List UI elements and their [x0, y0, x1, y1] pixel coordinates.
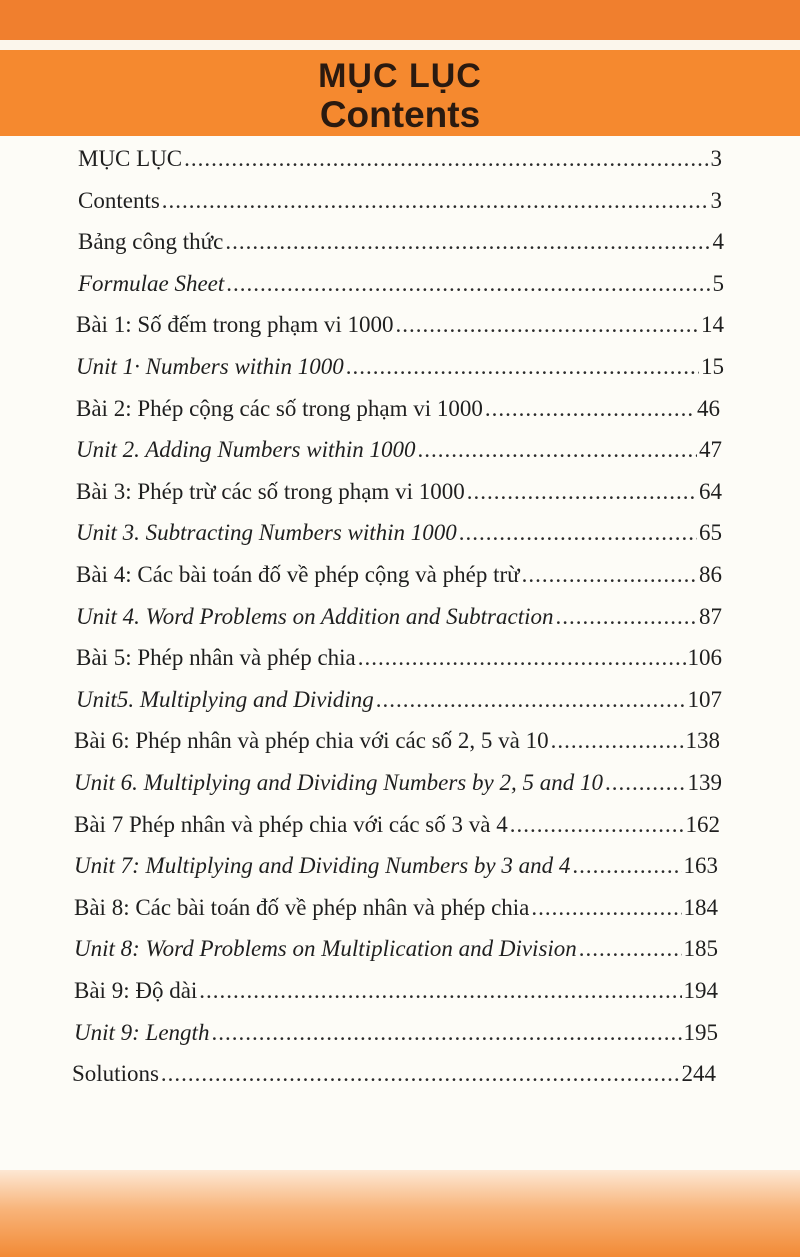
toc-dot-leader [485, 392, 695, 426]
toc-entry-title: Bài 2: Phép cộng các số trong phạm vi 1000 [76, 396, 483, 421]
toc-dot-leader [572, 849, 681, 883]
toc-entry-page-number: 138 [685, 728, 720, 753]
toc-entry [74, 932, 718, 966]
toc-entry [78, 267, 724, 301]
toc-entry [76, 641, 722, 675]
toc-dot-leader [418, 433, 698, 467]
toc-entry [76, 392, 720, 426]
toc-entry [76, 558, 722, 592]
toc-entry [74, 1016, 718, 1050]
toc-dot-leader [605, 766, 686, 800]
toc-entry-page-number: 184 [683, 895, 718, 920]
toc-entry-page-number: 5 [712, 271, 724, 296]
toc-entry [74, 974, 718, 1008]
toc-entry-page-number: 139 [687, 770, 722, 795]
toc-entry-page-number: 194 [683, 978, 718, 1003]
toc-entry-page-number: 87 [699, 604, 722, 629]
toc-entry [78, 142, 722, 176]
toc-entry-title: Bài 4: Các bài toán đố về phép cộng và phép trừ [76, 562, 520, 587]
toc-entry-page-number: 47 [699, 437, 722, 462]
page-title-english: Contents [319, 94, 481, 135]
toc-entry-page-number: 195 [683, 1020, 718, 1045]
toc-entry-title: Unit 1· Numbers within 1000 [76, 354, 344, 379]
toc-entry-page-number: 107 [687, 687, 722, 712]
toc-entry-title: Unit 2. Adding Numbers within 1000 [76, 437, 416, 462]
toc-entry [72, 1057, 716, 1091]
toc-entry [74, 891, 718, 925]
toc-dot-leader [162, 184, 709, 218]
toc-dot-leader [531, 891, 681, 925]
toc-entry-page-number: 15 [701, 354, 724, 379]
toc-entry-title: Formulae Sheet [78, 271, 225, 296]
toc-dot-leader [396, 308, 699, 342]
toc-dot-leader [226, 267, 710, 301]
toc-entry-title: Unit 9: Length [74, 1020, 210, 1045]
toc-entry-title: Unit 4. Word Problems on Addition and Subtraction [76, 604, 554, 629]
toc-entry-page-number: 65 [699, 520, 722, 545]
toc-entry-page-number: 162 [685, 812, 720, 837]
toc-entry-page-number: 64 [699, 479, 722, 504]
toc-dot-leader [510, 808, 684, 842]
toc-dot-leader [161, 1057, 680, 1091]
toc-entry-page-number: 4 [712, 229, 724, 254]
toc-entry [74, 766, 722, 800]
toc-dot-leader [551, 724, 684, 758]
toc-entry-title: Bài 1: Số đếm trong phạm vi 1000 [76, 312, 394, 337]
toc-entry-page-number: 185 [683, 936, 718, 961]
toc-entry [76, 600, 722, 634]
toc-entry-page-number: 3 [710, 188, 722, 213]
toc-dot-leader [225, 225, 710, 259]
toc-entry-page-number: 14 [701, 312, 724, 337]
toc-entry-page-number: 163 [683, 853, 718, 878]
header-band [0, 50, 800, 136]
toc-entry-title: Solutions [72, 1061, 159, 1086]
toc-entry [76, 350, 724, 384]
toc-entry-title: Unit 3. Subtracting Numbers within 1000 [76, 520, 457, 545]
toc-dot-leader [522, 558, 697, 592]
page-title-vietnamese: MỤC LỤC [318, 57, 482, 95]
toc-entry [76, 433, 722, 467]
top-orange-strip [0, 0, 800, 40]
toc-entry-title: Unit 8: Word Problems on Multiplication and Division [74, 936, 577, 961]
toc-entry [74, 808, 720, 842]
toc-entry-page-number: 244 [681, 1061, 716, 1086]
toc-entry [74, 849, 718, 883]
toc-entry [74, 724, 720, 758]
toc-entry [76, 683, 722, 717]
toc-dot-leader [346, 350, 699, 384]
bottom-orange-band [0, 1170, 800, 1257]
toc-entry-title: Bài 7 Phép nhân và phép chia với các số 3 và 4 [74, 812, 508, 837]
toc-entry-page-number: 86 [699, 562, 722, 587]
toc-dot-leader [467, 475, 697, 509]
toc-entry-page-number: 46 [697, 396, 720, 421]
toc-dot-leader [184, 142, 708, 176]
toc-dot-leader [358, 641, 686, 675]
toc-entry-title: Contents [78, 188, 160, 213]
toc-dot-leader [211, 1016, 681, 1050]
toc-entry-title: Bài 8: Các bài toán đố về phép nhân và phép chia [74, 895, 530, 920]
toc-dot-leader [376, 683, 686, 717]
toc-entry [78, 184, 722, 218]
toc-dot-leader [579, 932, 682, 966]
toc-dot-leader [459, 516, 697, 550]
toc-entry-page-number: 106 [687, 645, 722, 670]
toc-entry-page-number: 3 [710, 146, 722, 171]
toc-entry-title: MỤC LỤC [78, 146, 183, 171]
toc-entry [76, 308, 724, 342]
toc-entry-title: Bài 3: Phép trừ các số trong phạm vi 1000 [76, 479, 465, 504]
toc-entry [78, 225, 724, 259]
toc-dot-leader [555, 600, 697, 634]
toc-entry-title: Bài 6: Phép nhân và phép chia với các số 2, 5 và 10 [74, 728, 549, 753]
toc-entry-title: Bảng công thức [78, 229, 224, 254]
toc-entry [76, 475, 722, 509]
toc-entry-title: Unit5. Multiplying and Dividing [76, 687, 374, 712]
table-of-contents [0, 142, 800, 1102]
toc-entry [76, 516, 722, 550]
toc-entry-title: Unit 6. Multiplying and Dividing Numbers by 2, 5 and 10 [74, 770, 603, 795]
toc-entry-title: Unit 7: Multiplying and Dividing Numbers by 3 and 4 [74, 853, 571, 878]
toc-entry-title: Bài 9: Độ dài [74, 978, 198, 1003]
toc-dot-leader [199, 974, 681, 1008]
toc-entry-title: Bài 5: Phép nhân và phép chia [76, 645, 356, 670]
top-light-gap [0, 40, 800, 50]
